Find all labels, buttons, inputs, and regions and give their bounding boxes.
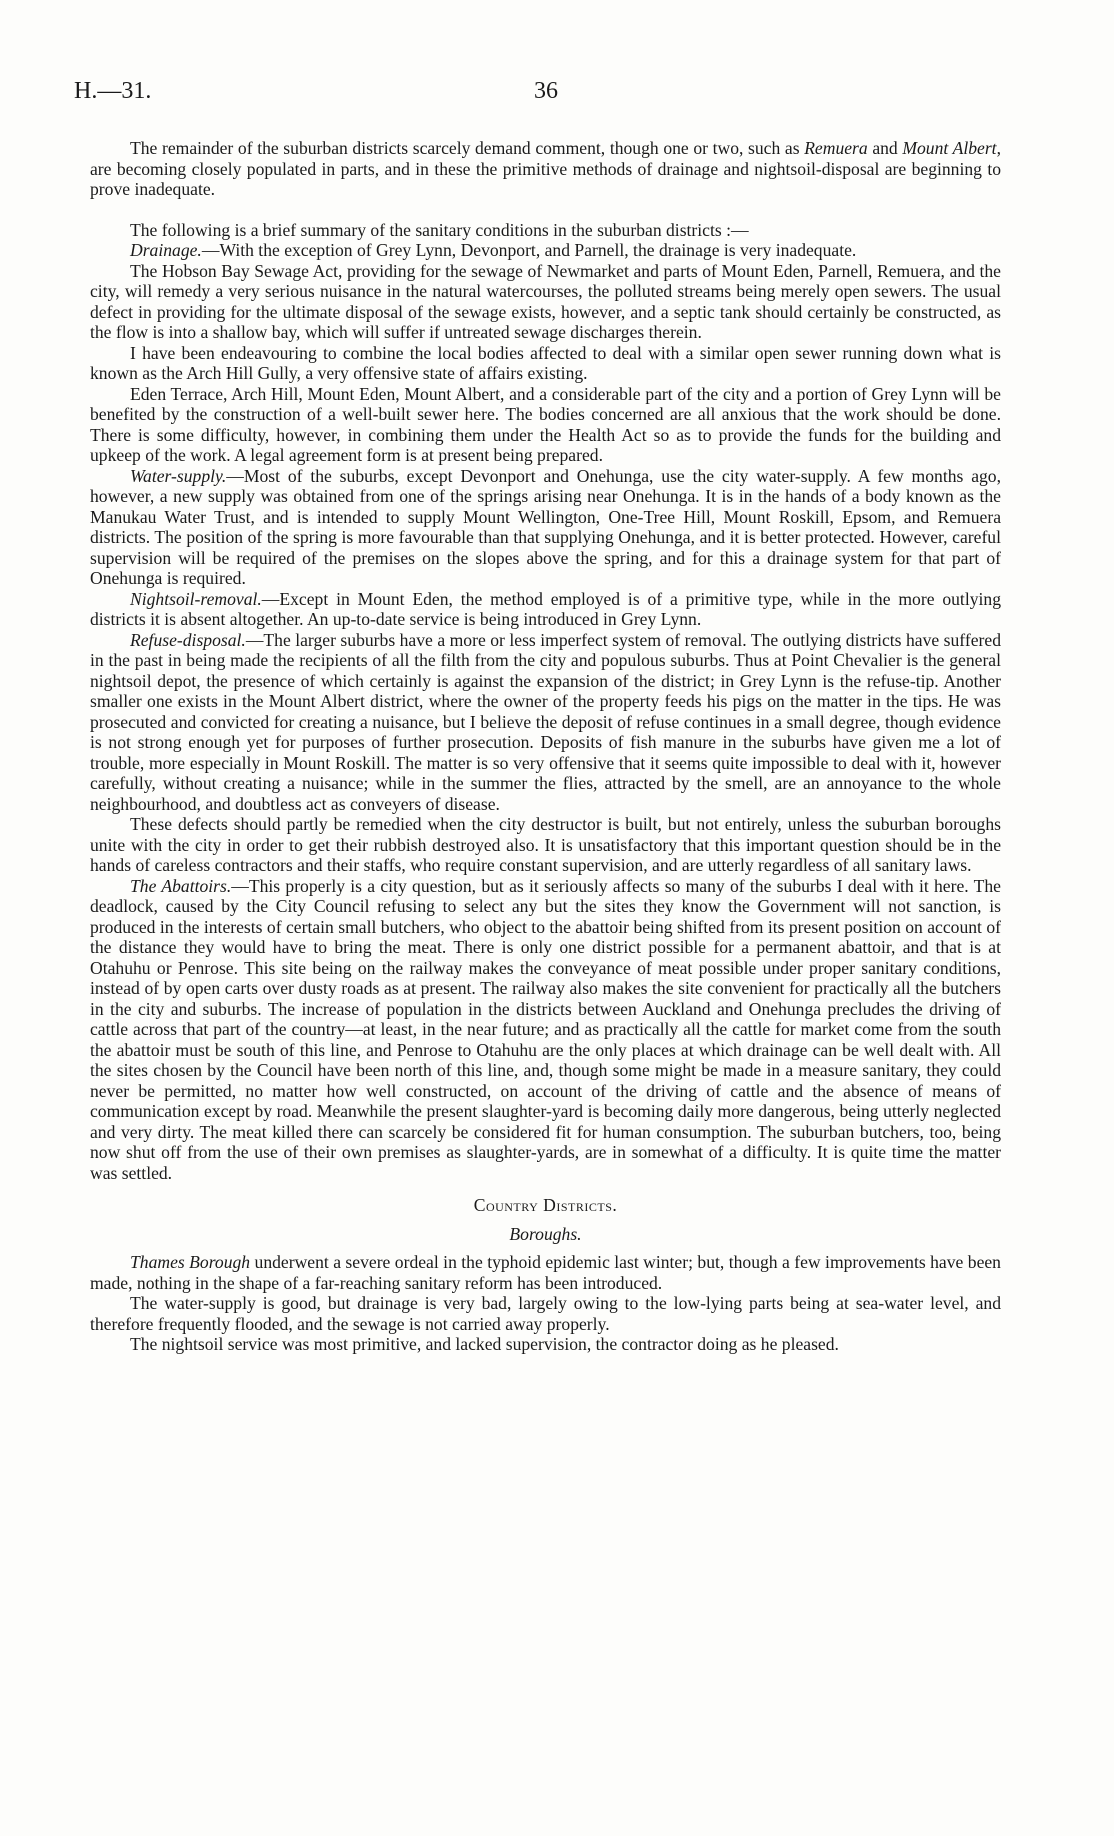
thames-label: Thames Borough xyxy=(130,1252,251,1272)
paragraph-drainage xyxy=(90,240,1001,261)
intro-mount-albert: Mount Albert xyxy=(902,138,997,158)
paragraph-defects: These defects should partly be remedied when the city destructor is built, but not entirely, unless the suburban boroughs unite with the city in order to get their rubbish destroyed also. It is unsatisfactory that this important question should be in the hands of careless contractors and their staffs, who require constant supervision, and are utterly regardless of all sanitary laws. xyxy=(90,814,1001,875)
intro-text: The remainder of the suburban districts scarcely demand comment, though one or two, such as xyxy=(130,138,805,158)
paragraph-water-supply xyxy=(90,466,1001,589)
thames-text: underwent a severe ordeal in the typhoid epidemic last winter; but, though a few improvements have been made, nothing in the shape of a far-reaching sanitary reform has been introduced. xyxy=(90,1252,1001,1293)
paragraph-thames-nightsoil: The nightsoil service was most primitive, and lacked supervision, the contractor doing as he pleased. xyxy=(130,1334,839,1354)
refuse-label: Refuse-disposal. xyxy=(130,629,246,650)
paragraph-summary-lead: The following is a brief summary of the sanitary conditions in the suburban districts :— xyxy=(130,219,749,240)
nightsoil-text: —Except in Mount Eden, the method employed is of a primitive type, while in the more outlying districts it is absent altogether. An up-to-date service is being introduced in Grey Lynn. xyxy=(90,588,1001,629)
paragraph-arch-hill: I have been endeavouring to combine the local bodies affected to deal with a similar open sewer running down what is known as the Arch Hill Gully, a very offensive state of affairs existing. xyxy=(90,342,1001,383)
abattoirs-label: The Abattoirs. xyxy=(130,875,232,896)
paragraph-thames xyxy=(90,1252,1001,1293)
intro-and: and xyxy=(867,138,903,158)
water-supply-text: —Most of the suburbs, except Devonport and Onehunga, use the city water-supply. A few months ago, however, a new supply was obtained from one of the springs arising near Onehunga. It is in the hands of a body known as the Manukau Water Trust, and is intended to supply Mount Wellington, One-Tree Hill, Mount Roskill, Epsom, and Remuera districts. The position of the spring is more favourable than that supplying Onehunga, and it is better protected. However, careful supervision will be required of the premises on the slopes above the spring, and for this a drainage system for that part of Onehunga is required. xyxy=(90,465,1001,588)
intro-rest: , are becoming closely populated in parts, and in these the primitive methods of drainage and nightsoil-disposal are beginning to prove inadequate. xyxy=(90,138,1001,199)
section-heading-country: Country Districts. xyxy=(473,1195,618,1215)
paragraph-thames-water: The water-supply is good, but drainage is very bad, largely owing to the low-lying parts being at sea-water level, and therefore frequently flooded, and the sewage is not carried away properly. xyxy=(90,1293,1001,1334)
subheading-boroughs: Boroughs. xyxy=(509,1223,582,1244)
document-reference: H.—31. xyxy=(74,78,152,104)
drainage-label: Drainage. xyxy=(130,240,202,260)
abattoirs-text: —This properly is a city question, but as it seriously affects so many of the suburbs I deal with it here. The deadlock, caused by the City Council refusing to select any but the sites they know the Government will not sanction, is produced in the interests of certain small butchers, who object to the abattoir being shifted from its present position on account of the distance they would have to bring the meat. There is only one district possible for a permanent abattoir, and that is at Otahuhu or Penrose. This site being on the railway makes the conveyance of meat possible under proper sanitary conditions, instead of by open carts over dusty roads as at present. The railway also makes the site convenient for practically all the butchers in the city and suburbs. The increase of population in the districts between Auckland and Onehunga precludes the driving of cattle across that part of the country—at least, in the near future; and as practically all the cattle for market come from the south the abattoir must be south of this line, and Penrose to Otahuhu are the only places at which drainage can be well dealt with. All the sites chosen by the Council have been north of this line, and, though some might be made in a measure sanitary, they could never be permitted, no matter how well constructed, on account of the driving of cattle and the absence of means of communication except by road. Meanwhile the present slaughter-yard is becoming daily more dangerous, being utterly neglected and very dirty. The meat killed there can scarcely be considered fit for human consumption. The suburban butchers, too, being now shut off from the use of their own premises as slaughter-yards, are in somewhat of a difficulty. It is quite time the matter was settled. xyxy=(90,875,1001,1183)
paragraph-eden-terrace: Eden Terrace, Arch Hill, Mount Eden, Mount Albert, and a considerable part of the city and a portion of Grey Lynn will be benefited by the construction of a well-built sewer here. The bodies concerned are all anxious that the work should be done. There is some difficulty, however, in combining them under the Health Act so as to provide the funds for the building and upkeep of the work. A legal agreement form is at present being prepared. xyxy=(90,383,1001,465)
document-body xyxy=(90,138,1001,1355)
paragraph-intro xyxy=(90,138,1001,200)
paragraph-abattoirs xyxy=(90,876,1001,1184)
refuse-text: —The larger suburbs have a more or less imperfect system of removal. The outlying districts have suffered in the past in being made the recipients of all the filth from the city and populous suburbs. Thus at Point Chevalier is the general nightsoil depot, the presence of which certainly is against the expansion of the district; in Grey Lynn is the refuse-tip. Another smaller one exists in the Mount Albert district, where the owner of the property feeds his pigs on the matter in the tips. He was prosecuted and convicted for creating a nuisance, but I believe the deposit of refuse continues in a small degree, though evidence is not strong enough yet for purposes of further prosecution. Deposits of fish manure in the suburbs have given me a lot of trouble, more especially in Mount Roskill. The matter is so very offensive that it seems quite impossible to deal with it, however carefully, without creating a nuisance; while in the summer the flies, attracted by the smell, are an annoyance to the whole neighbourhood, and doubtless act as conveyers of disease. xyxy=(90,629,1001,814)
page-header xyxy=(74,78,1034,108)
paragraph-refuse xyxy=(90,630,1001,815)
intro-remuera: Remuera xyxy=(804,138,868,158)
page-number: 36 xyxy=(534,78,558,104)
paragraph-hobson-bay: The Hobson Bay Sewage Act, providing for the sewage of Newmarket and parts of Mount Eden, Parnell, Remuera, and the city, will remedy a very serious nuisance in the natural watercourses, the polluted streams being merely open sewers. The usual defect in providing for the ultimate disposal of the sewage exists, however, and a septic tank should certainly be constructed, as the flow is into a shallow bay, which will suffer if untreated sewage discharges therein. xyxy=(90,260,1001,342)
water-supply-label: Water-supply. xyxy=(130,465,227,486)
paragraph-nightsoil xyxy=(90,589,1001,630)
nightsoil-label: Nightsoil-removal. xyxy=(130,588,262,609)
drainage-text: —With the exception of Grey Lynn, Devonport, and Parnell, the drainage is very inadequate. xyxy=(201,240,857,260)
